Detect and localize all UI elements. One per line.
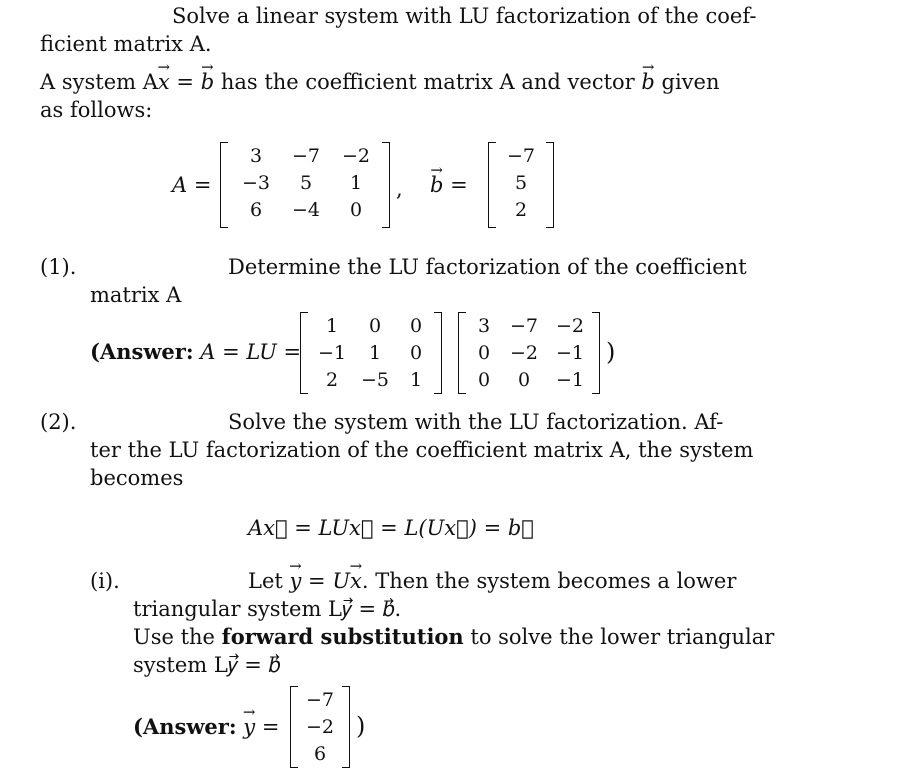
matrix-u-cell: −1 <box>555 369 584 391</box>
vector-b-right-bracket <box>546 142 554 228</box>
matrix-a-cell: 0 <box>349 199 363 221</box>
part2i-text-3 <box>133 623 774 651</box>
part2-text-1: Solve the system with the LU factorization. Af- <box>228 410 724 434</box>
vector-b <box>498 143 544 224</box>
intro-line-3-pre: A system A <box>40 70 158 94</box>
vector-y-symbol-2: → y <box>243 713 255 741</box>
part2i-number: (i). <box>90 569 120 593</box>
matrix-a-cell: −2 <box>341 145 370 167</box>
matrix-a-cell: −7 <box>291 145 320 167</box>
vector-b-symbol: → b <box>201 68 214 96</box>
matrix-u-cell: 0 <box>517 369 531 391</box>
vector-b-symbol-2: → b <box>641 68 654 96</box>
part2-equation: A𝑥⃗ = LU𝑥⃗ = L(U𝑥⃗) = 𝑏⃗ <box>248 516 534 540</box>
matrix-a <box>232 143 380 224</box>
vector-b-symbol-3: → b <box>430 171 443 199</box>
part1-text-1: Determine the LU factorization of the coefficient <box>228 255 747 279</box>
matrix-l-cell: 0 <box>368 315 382 337</box>
matrix-u-cell: −7 <box>509 315 538 337</box>
matrix-a-cell: −3 <box>241 172 270 194</box>
matrix-u-cell: 3 <box>477 315 491 337</box>
vector-b-label <box>430 171 468 199</box>
matrix-l <box>310 313 436 394</box>
vector-b-eq: = <box>450 173 468 197</box>
comma: , <box>396 177 403 201</box>
matrix-a-cell: 1 <box>349 172 363 194</box>
matrix-l-cell: −1 <box>317 342 346 364</box>
part2i-text-3-post: to solve the lower triangular <box>463 625 775 649</box>
part1-answer-eq: A = LU = <box>200 340 302 364</box>
vector-b-cell: 2 <box>514 199 528 221</box>
part2i-close-paren: ) <box>356 712 366 740</box>
part2i-text-3-pre: Use the <box>133 625 222 649</box>
matrix-a-cell: 3 <box>249 145 263 167</box>
matrix-a-right-bracket <box>382 142 390 228</box>
vector-x-symbol-2: → x <box>350 567 362 595</box>
matrix-l-left-bracket <box>300 312 308 394</box>
intro-line-3-eq: = <box>169 70 201 94</box>
matrix-u-right-bracket <box>592 312 600 394</box>
matrix-l-cell: 1 <box>368 342 382 364</box>
matrix-l-cell: 2 <box>325 369 339 391</box>
matrix-u-cell: −2 <box>555 315 584 337</box>
intro-line-2: ficient matrix A. <box>40 32 212 56</box>
part2i-text-3-bold: forward substitution <box>221 624 464 649</box>
u-symbol: U <box>332 569 351 593</box>
intro-line-3-mid: has the coefficient matrix A and vector <box>214 70 642 94</box>
matrix-l-cell: 0 <box>409 315 423 337</box>
matrix-a-left-bracket <box>220 142 228 228</box>
matrix-u-left-bracket <box>458 312 466 394</box>
matrix-l-right-bracket <box>434 312 442 394</box>
part2i-text-1: Let → y = U→ x. Then the system becomes a lower <box>248 567 736 595</box>
part2i-answer-label: (Answer: <box>133 714 237 739</box>
part1-answer-label: (Answer: <box>90 339 194 364</box>
matrix-l-cell: 0 <box>409 342 423 364</box>
matrix-a-cell: −4 <box>291 199 320 221</box>
part2i-answer: (Answer: → y = <box>133 713 279 741</box>
part1-number: (1). <box>40 255 77 279</box>
vector-y-left-bracket <box>290 686 298 768</box>
matrix-u-cell: −2 <box>509 342 538 364</box>
vector-b-left-bracket <box>488 142 496 228</box>
vector-y-right-bracket <box>342 686 350 768</box>
matrix-u-cell: 0 <box>477 369 491 391</box>
part2i-text-2: triangular system L𝑦⃗ = 𝑏⃗. <box>133 597 402 621</box>
vector-y-cell: 6 <box>313 743 327 765</box>
intro-line-1: Solve a linear system with LU factorization of the coef- <box>172 4 757 28</box>
vector-y-cell: −2 <box>305 716 334 738</box>
part1-close-paren: ) <box>606 338 616 366</box>
intro-line-4: as follows: <box>40 98 153 122</box>
vector-b-cell: −7 <box>506 145 535 167</box>
vector-y <box>298 687 342 768</box>
intro-line-3-post: given <box>654 70 720 94</box>
intro-line-3 <box>40 68 720 96</box>
vector-y-cell: −7 <box>305 689 334 711</box>
matrix-l-cell: 1 <box>409 369 423 391</box>
part2-text-3: becomes <box>90 466 184 490</box>
part2-text-2: ter the LU factorization of the coefficient matrix A, the system <box>90 438 754 462</box>
matrix-l-cell: −5 <box>360 369 389 391</box>
part2i-text-1-post: . Then the system becomes a lower <box>361 569 737 593</box>
matrix-u-cell: −1 <box>555 342 584 364</box>
matrix-a-cell: 5 <box>299 172 313 194</box>
matrix-u-cell: 0 <box>477 342 491 364</box>
part1-text-2: matrix A <box>90 283 182 307</box>
matrix-a-cell: 6 <box>249 199 263 221</box>
matrix-u <box>466 313 594 394</box>
part2i-text-4: system L𝑦⃗ = 𝑏⃗ <box>133 653 281 677</box>
matrix-l-cell: 1 <box>325 315 339 337</box>
vector-b-cell: 5 <box>514 172 528 194</box>
part2-number: (2). <box>40 410 77 434</box>
vector-x-symbol: → x <box>158 68 170 96</box>
matrix-a-label: A = <box>172 173 212 197</box>
part2i-text-1-pre: Let <box>248 569 290 593</box>
vector-y-symbol: → y <box>290 567 302 595</box>
part1-answer <box>90 338 301 366</box>
